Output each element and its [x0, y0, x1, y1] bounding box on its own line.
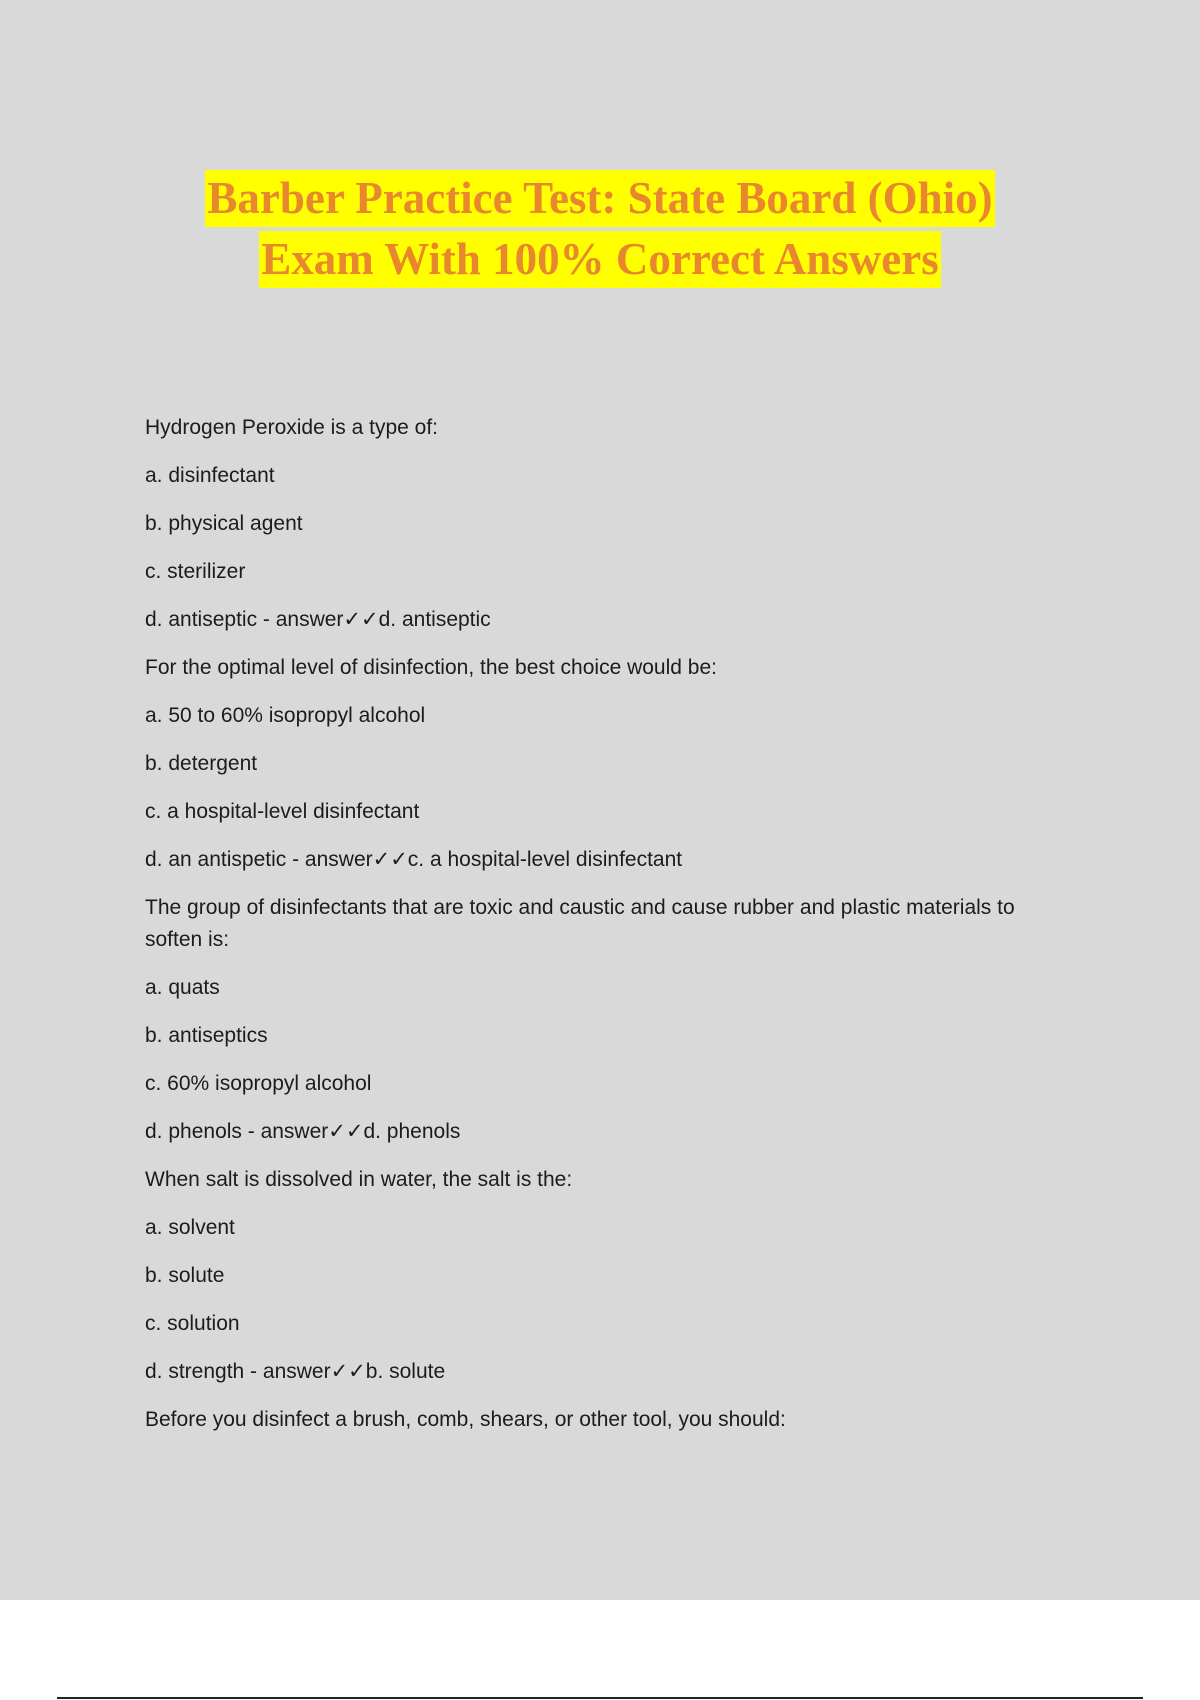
document-title	[0, 168, 1200, 290]
question-3-text: The group of disinfectants that are toxic and caustic and cause rubber and plastic materials to soften is:	[145, 896, 1015, 951]
question-3-option-b: b. antiseptics	[145, 1024, 268, 1047]
question-1-option-c: c. sterilizer	[145, 560, 246, 583]
question-2-option-a: a. 50 to 60% isopropyl alcohol	[145, 704, 426, 727]
question-2-option-c: c. a hospital-level disinfectant	[145, 800, 420, 823]
question-list	[145, 412, 1075, 1452]
question-5-text: Before you disinfect a brush, comb, shears, or other tool, you should:	[145, 1408, 786, 1431]
title-line-1: Barber Practice Test: State Board (Ohio)	[205, 170, 994, 227]
page-bottom-rule	[57, 1697, 1143, 1699]
question-3-answer: d. phenols - answer✓✓d. phenols	[145, 1120, 461, 1143]
question-1-text: Hydrogen Peroxide is a type of:	[145, 416, 438, 439]
question-4-option-b: b. solute	[145, 1264, 225, 1287]
question-2-text: For the optimal level of disinfection, the best choice would be:	[145, 656, 717, 679]
question-3-option-a: a. quats	[145, 976, 220, 999]
question-4-option-a: a. solvent	[145, 1216, 235, 1239]
question-4-text: When salt is dissolved in water, the salt is the:	[145, 1168, 573, 1191]
question-1-option-a: a. disinfectant	[145, 464, 275, 487]
question-1-answer: d. antiseptic - answer✓✓d. antiseptic	[145, 608, 491, 631]
question-4-option-c: c. solution	[145, 1312, 240, 1335]
title-line-2: Exam With 100% Correct Answers	[259, 231, 940, 288]
question-3-option-c: c. 60% isopropyl alcohol	[145, 1072, 372, 1095]
question-2-option-b: b. detergent	[145, 752, 258, 775]
question-1-option-b: b. physical agent	[145, 512, 303, 535]
question-2-answer: d. an antispetic - answer✓✓c. a hospital-level disinfectant	[145, 848, 683, 871]
question-4-answer: d. strength - answer✓✓b. solute	[145, 1360, 446, 1383]
